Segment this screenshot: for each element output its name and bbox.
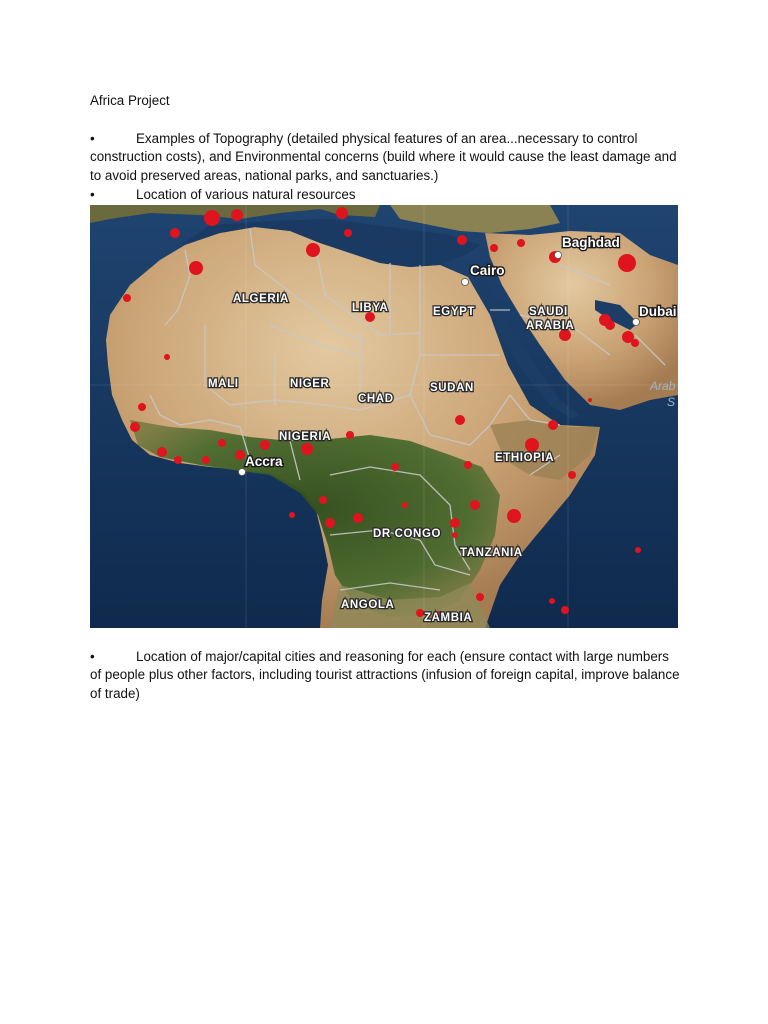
resource-marker [455, 415, 465, 425]
resource-marker [402, 502, 408, 508]
resource-marker [631, 339, 639, 347]
resource-marker [157, 447, 167, 457]
resource-marker [470, 500, 480, 510]
resource-marker [517, 239, 525, 247]
resource-marker [464, 461, 472, 469]
label-mali: MALI [208, 378, 239, 390]
resource-marker [548, 420, 558, 430]
label-nigeria: NIGERIA [279, 431, 332, 443]
resource-marker [235, 450, 245, 460]
label-algeria: ALGERIA [233, 293, 289, 305]
label-saudi: SAUDI [529, 306, 568, 318]
resource-marker [319, 496, 327, 504]
resource-marker [507, 509, 521, 523]
label-dr-congo: DR CONGO [373, 528, 442, 540]
bullet-topography [90, 130, 680, 185]
sea-label-line-1: Arab [650, 379, 676, 393]
bullet-text: Location of major/capital cities and reasoning for each (ensure contact with large numbers of people plus other factors, including tourist attractions (infusion of foreign capital, improve balance of trade) [90, 649, 680, 701]
city-label-dubai: Dubai [639, 304, 677, 319]
label-tanzania: TANZANIA [460, 547, 523, 559]
resource-marker [568, 471, 576, 479]
resource-marker [476, 593, 484, 601]
resource-marker [170, 228, 180, 238]
resource-marker [452, 532, 458, 538]
resource-marker [138, 403, 146, 411]
resource-marker [353, 513, 363, 523]
resource-marker [202, 456, 210, 464]
resource-marker [130, 422, 140, 432]
resource-marker [289, 512, 295, 518]
resource-marker [525, 438, 539, 452]
resource-marker [301, 443, 313, 455]
label-arabia: ARABIA [526, 320, 575, 332]
label-niger: NIGER [290, 378, 330, 390]
city-label-cairo: Cairo [470, 263, 505, 278]
resource-marker [618, 254, 636, 272]
label-egypt: EGYPT [433, 306, 475, 318]
resource-marker [450, 518, 460, 528]
resource-marker [306, 243, 320, 257]
resource-marker [457, 235, 467, 245]
resource-marker [588, 398, 592, 402]
resource-marker [164, 354, 170, 360]
document-title: Africa Project [90, 93, 170, 108]
bullet-text: Examples of Topography (detailed physical features of an area...necessary to control construction costs), and Environmental concerns (build where it would cause the least damage and to avoid preserved areas, national parks, and sanctuaries.) [90, 131, 677, 183]
resource-marker [635, 547, 641, 553]
resource-marker [218, 439, 226, 447]
city-label-baghdad: Baghdad [562, 235, 620, 250]
resource-marker [336, 207, 348, 219]
resource-marker [204, 210, 220, 226]
label-ethiopia: ETHIOPIA [495, 452, 555, 464]
label-zambia: ZAMBIA [424, 612, 473, 624]
resource-marker [605, 320, 615, 330]
resource-marker [123, 294, 131, 302]
resource-marker [189, 261, 203, 275]
resource-marker [561, 606, 569, 614]
bullet-natural-resources [90, 186, 680, 204]
resource-marker [344, 229, 352, 237]
bullet-capital-cities [90, 648, 680, 703]
city-marker-baghdad [555, 252, 562, 259]
africa-resource-map [90, 205, 678, 628]
city-marker-accra [239, 469, 246, 476]
bullet-glyph: • [90, 131, 95, 146]
resource-marker [346, 431, 354, 439]
resource-marker [325, 518, 335, 528]
city-label-accra: Accra [245, 454, 283, 469]
resource-marker [416, 609, 424, 617]
bullet-glyph: • [90, 187, 95, 202]
resource-marker [231, 209, 243, 221]
sea-label-line-2: S [667, 395, 676, 409]
resource-marker [549, 598, 555, 604]
bullet-text: Location of various natural resources [136, 187, 356, 202]
city-marker-dubai [633, 319, 640, 326]
resource-marker [490, 244, 498, 252]
resource-marker [260, 440, 270, 450]
label-sudan: SUDAN [430, 382, 474, 394]
label-libya: LIBYA [352, 302, 389, 314]
resource-marker [391, 463, 399, 471]
label-chad: CHAD [358, 393, 394, 405]
resource-marker [174, 456, 182, 464]
bullet-glyph: • [90, 649, 95, 664]
city-marker-cairo [462, 279, 469, 286]
label-angola: ANGOLA [341, 599, 395, 611]
